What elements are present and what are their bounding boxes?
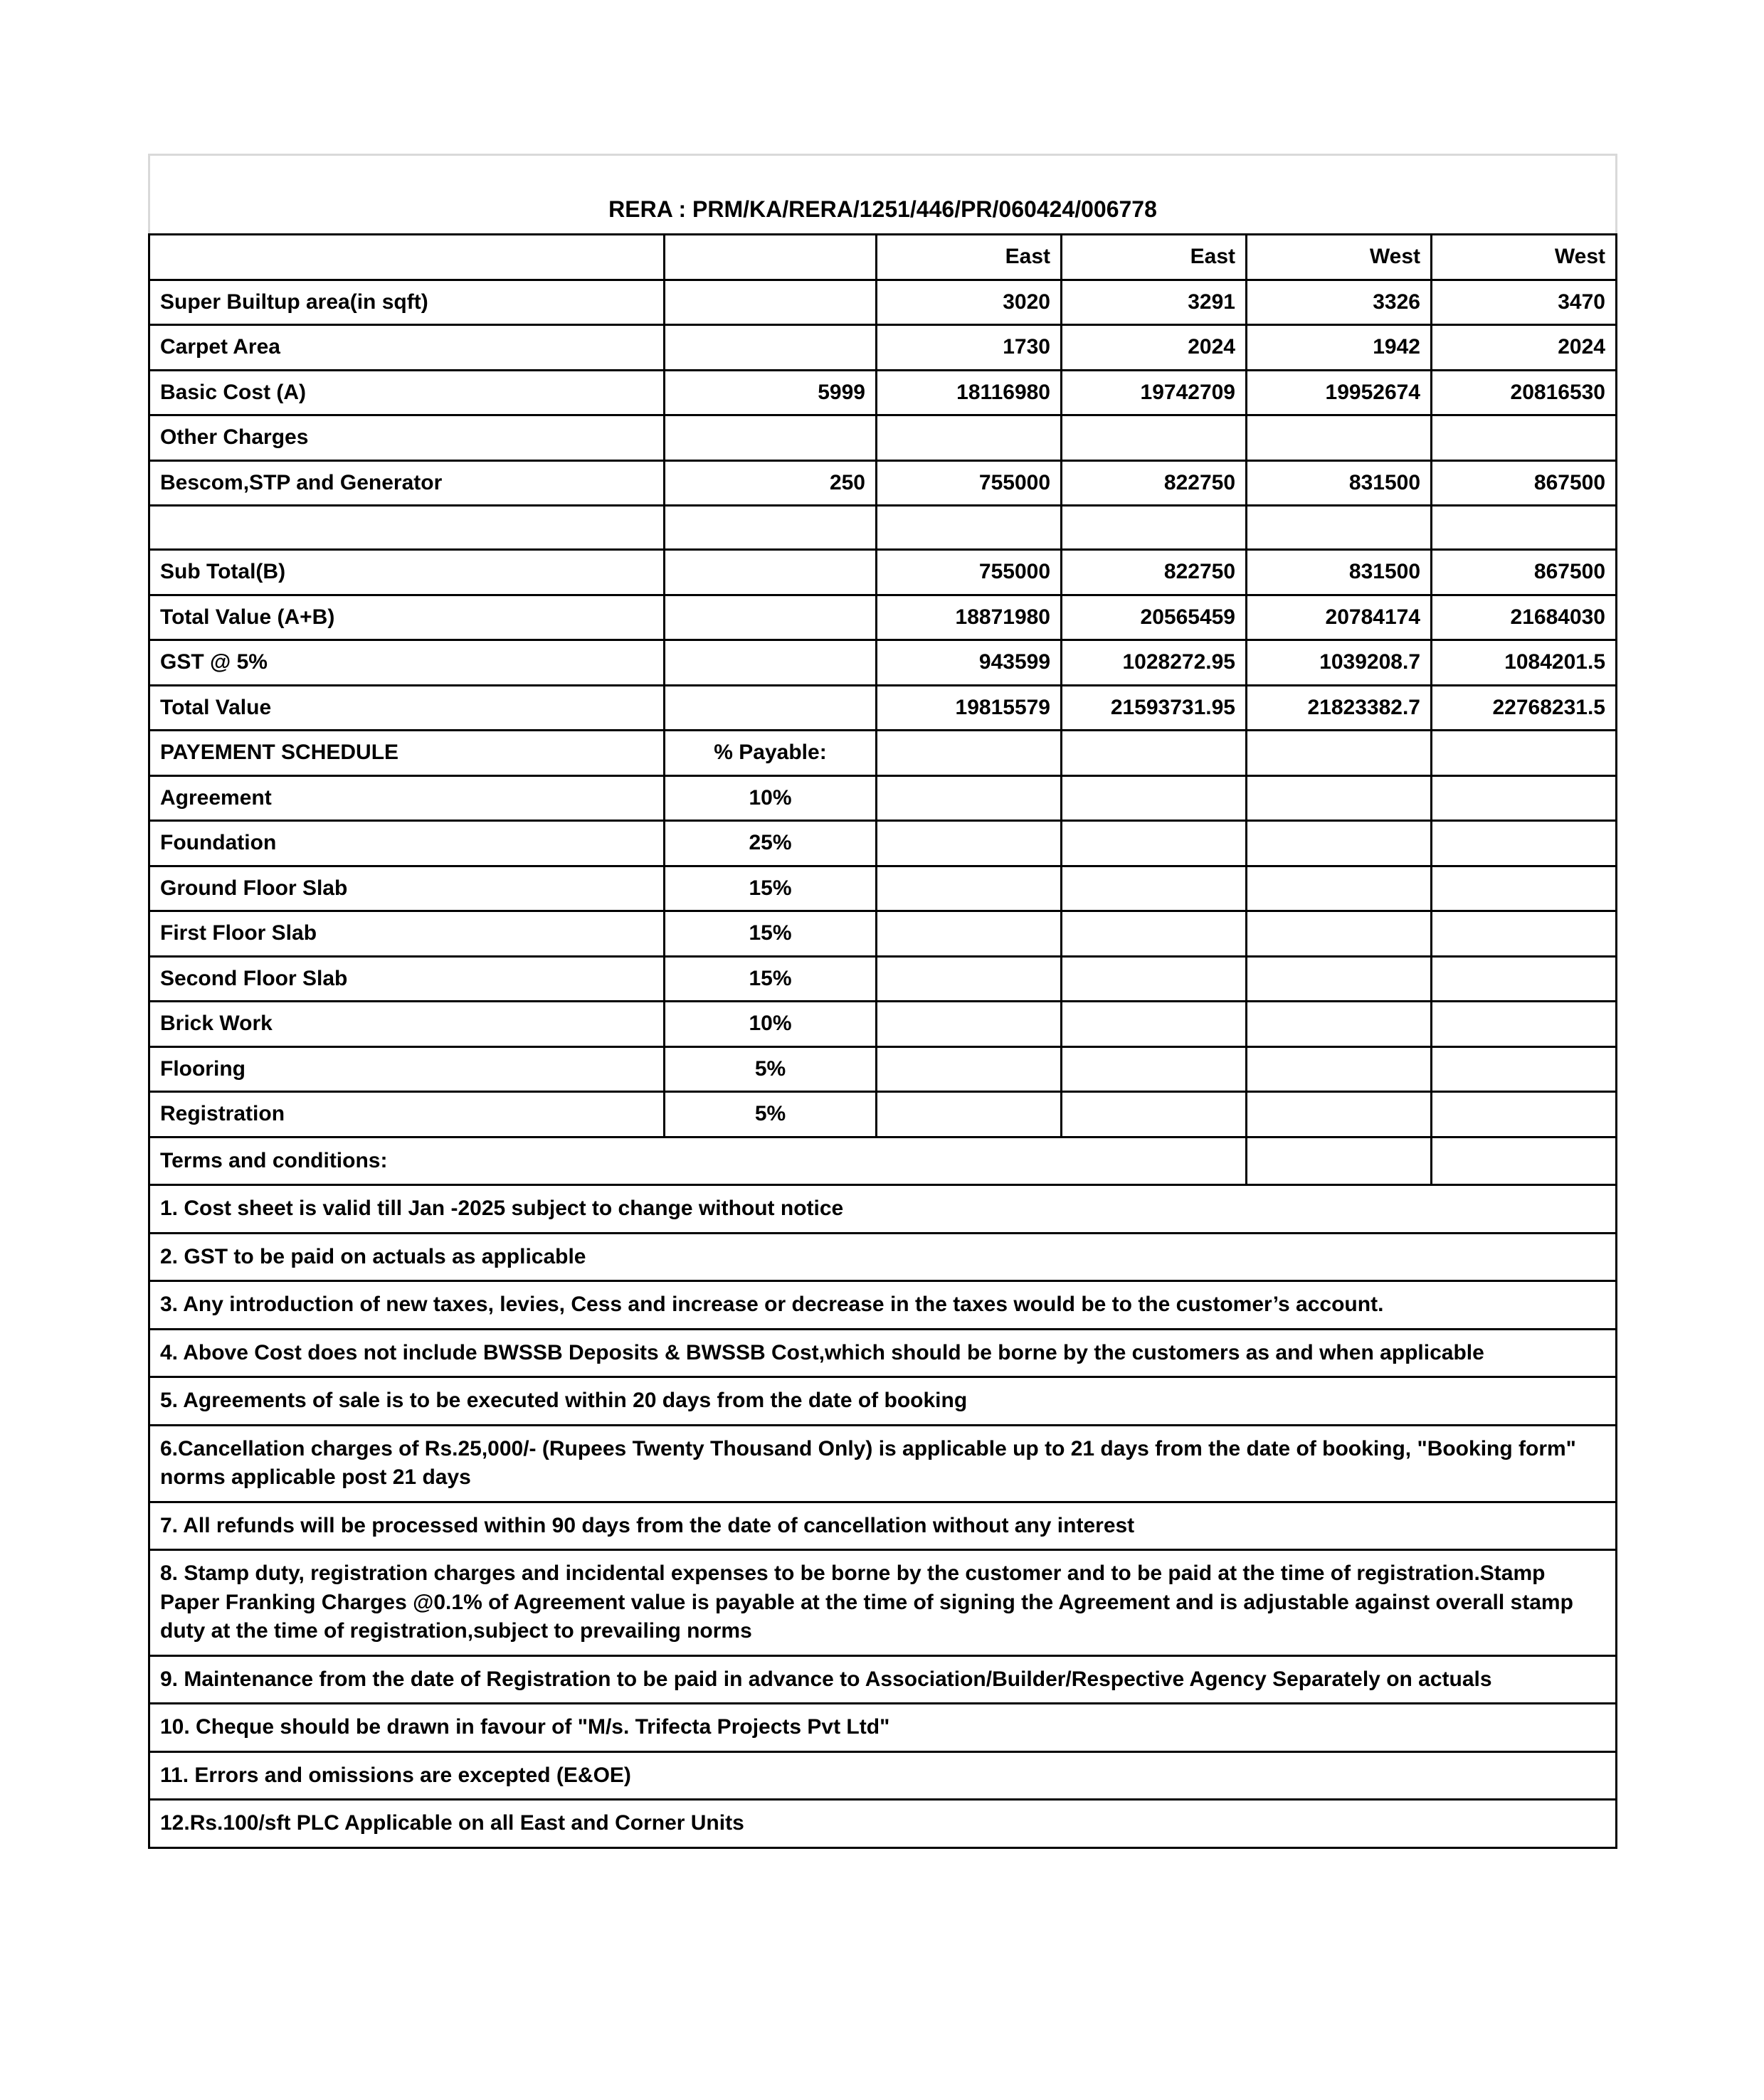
milestone-percent: 15% [665, 911, 877, 957]
row-value-1: 3020 [877, 280, 1062, 325]
terms-item: 8. Stamp duty, registration charges and incidental expenses to be borne by the customer and to be paid at the time of registration.Stamp Paper Franking Charges @0.1% of Agreement value is payable at the time of signing the Agreement and is adjustable against overall stamp duty at the time of registration,subject to prevailing norms [149, 1550, 1617, 1656]
milestone-empty-3 [1247, 866, 1432, 911]
row-label: Bescom,STP and Generator [149, 460, 665, 506]
row-label: Basic Cost (A) [149, 370, 665, 415]
milestone-empty-3 [1247, 821, 1432, 866]
milestone-empty-2 [1062, 866, 1247, 911]
terms-heading-row [149, 1137, 1617, 1185]
payment-milestone-row [149, 1046, 1617, 1092]
row-value-2 [1062, 415, 1247, 461]
milestone-empty-3 [1247, 1092, 1432, 1138]
row-value-1: 18871980 [877, 595, 1062, 640]
table-row [149, 370, 1617, 415]
row-value-4: 3470 [1432, 280, 1617, 325]
row-rate: 250 [665, 460, 877, 506]
row-value-3: 19952674 [1247, 370, 1432, 415]
milestone-percent: 5% [665, 1046, 877, 1092]
payment-schedule-empty-4 [1432, 731, 1617, 776]
milestone-percent: 25% [665, 821, 877, 866]
row-value-4: 1084201.5 [1432, 640, 1617, 686]
row-value-3 [1247, 415, 1432, 461]
row-value-2: 19742709 [1062, 370, 1247, 415]
row-value-1: 18116980 [877, 370, 1062, 415]
milestone-percent: 5% [665, 1092, 877, 1138]
row-value-2: 20565459 [1062, 595, 1247, 640]
terms-item-row [149, 1502, 1617, 1550]
milestone-empty-1 [877, 1002, 1062, 1047]
row-value-1: 755000 [877, 550, 1062, 595]
table-row [149, 415, 1617, 461]
terms-item: 7. All refunds will be processed within 90 days from the date of cancellation without any interest [149, 1502, 1617, 1550]
row-value-2: 3291 [1062, 280, 1247, 325]
milestone-empty-1 [877, 866, 1062, 911]
milestone-empty-3 [1247, 1046, 1432, 1092]
milestone-empty-4 [1432, 821, 1617, 866]
terms-item-row [149, 1550, 1617, 1656]
terms-item-row [149, 1800, 1617, 1848]
milestone-label: Registration [149, 1092, 665, 1138]
row-label: Super Builtup area(in sqft) [149, 280, 665, 325]
payment-milestone-row [149, 866, 1617, 911]
row-rate [665, 595, 877, 640]
payment-milestone-row [149, 1002, 1617, 1047]
terms-item: 3. Any introduction of new taxes, levies, Cess and increase or decrease in the taxes would be to the customer’s account. [149, 1281, 1617, 1330]
row-value-1: 1730 [877, 325, 1062, 371]
header-blank-rate [665, 235, 877, 280]
rera-title-row [149, 155, 1617, 235]
milestone-percent: 15% [665, 956, 877, 1002]
row-rate [665, 325, 877, 371]
row-label: Sub Total(B) [149, 550, 665, 595]
cost-sheet-container [148, 154, 1615, 1849]
table-row-spacer [149, 506, 1617, 550]
row-value-3: 20784174 [1247, 595, 1432, 640]
milestone-empty-3 [1247, 1002, 1432, 1047]
milestone-empty-4 [1432, 1002, 1617, 1047]
milestone-empty-1 [877, 911, 1062, 957]
terms-item: 1. Cost sheet is valid till Jan -2025 subject to change without notice [149, 1185, 1617, 1234]
row-value-1 [877, 506, 1062, 550]
row-rate [665, 415, 877, 461]
terms-item: 6.Cancellation charges of Rs.25,000/- (Rupees Twenty Thousand Only) is applicable up to 21 days from the date of booking, "Booking form" norms applicable post 21 days [149, 1425, 1617, 1502]
terms-item: 11. Errors and omissions are excepted (E&OE) [149, 1751, 1617, 1800]
payment-milestone-row [149, 775, 1617, 821]
milestone-empty-4 [1432, 775, 1617, 821]
table-row [149, 460, 1617, 506]
milestone-empty-2 [1062, 1092, 1247, 1138]
payment-milestone-row [149, 956, 1617, 1002]
terms-item-row [149, 1751, 1617, 1800]
milestone-empty-1 [877, 775, 1062, 821]
payment-milestone-row [149, 1092, 1617, 1138]
row-value-4: 867500 [1432, 460, 1617, 506]
row-label: Total Value [149, 685, 665, 731]
facing-col-2: East [1062, 235, 1247, 280]
payment-schedule-empty-3 [1247, 731, 1432, 776]
milestone-empty-2 [1062, 911, 1247, 957]
row-value-4: 22768231.5 [1432, 685, 1617, 731]
terms-heading-empty-2 [1432, 1137, 1617, 1185]
table-row [149, 640, 1617, 686]
milestone-label: Brick Work [149, 1002, 665, 1047]
milestone-label: Ground Floor Slab [149, 866, 665, 911]
milestone-empty-2 [1062, 775, 1247, 821]
milestone-empty-2 [1062, 1002, 1247, 1047]
table-row [149, 685, 1617, 731]
milestone-label: Foundation [149, 821, 665, 866]
payment-schedule-percent-heading: % Payable: [665, 731, 877, 776]
terms-item: 5. Agreements of sale is to be executed within 20 days from the date of booking [149, 1377, 1617, 1426]
facing-col-4: West [1432, 235, 1617, 280]
row-value-2 [1062, 506, 1247, 550]
milestone-empty-1 [877, 1092, 1062, 1138]
row-label: GST @ 5% [149, 640, 665, 686]
terms-item: 12.Rs.100/sft PLC Applicable on all East and Corner Units [149, 1800, 1617, 1848]
milestone-empty-4 [1432, 1092, 1617, 1138]
row-rate [665, 685, 877, 731]
milestone-empty-3 [1247, 775, 1432, 821]
table-row [149, 325, 1617, 371]
payment-milestone-row [149, 821, 1617, 866]
milestone-empty-4 [1432, 866, 1617, 911]
table-row [149, 550, 1617, 595]
milestone-empty-2 [1062, 1046, 1247, 1092]
facing-header-row [149, 235, 1617, 280]
cost-sheet-table [148, 154, 1617, 1849]
terms-item: 10. Cheque should be drawn in favour of "M/s. Trifecta Projects Pvt Ltd" [149, 1704, 1617, 1752]
row-value-1: 19815579 [877, 685, 1062, 731]
facing-col-1: East [877, 235, 1062, 280]
row-value-3: 831500 [1247, 550, 1432, 595]
row-rate [665, 550, 877, 595]
row-rate [665, 640, 877, 686]
terms-heading: Terms and conditions: [149, 1137, 1247, 1185]
row-value-4: 20816530 [1432, 370, 1617, 415]
row-value-1 [877, 415, 1062, 461]
milestone-percent: 15% [665, 866, 877, 911]
milestone-label: Agreement [149, 775, 665, 821]
row-rate: 5999 [665, 370, 877, 415]
row-value-3: 1039208.7 [1247, 640, 1432, 686]
row-value-4: 2024 [1432, 325, 1617, 371]
payment-milestone-row [149, 911, 1617, 957]
table-row [149, 280, 1617, 325]
terms-item-row [149, 1655, 1617, 1704]
terms-item-row [149, 1281, 1617, 1330]
terms-item-row [149, 1425, 1617, 1502]
milestone-empty-3 [1247, 911, 1432, 957]
milestone-empty-4 [1432, 956, 1617, 1002]
terms-item-row [149, 1704, 1617, 1752]
milestone-empty-2 [1062, 956, 1247, 1002]
row-value-3: 21823382.7 [1247, 685, 1432, 731]
table-row [149, 595, 1617, 640]
row-value-2: 1028272.95 [1062, 640, 1247, 686]
row-value-1: 943599 [877, 640, 1062, 686]
row-value-1: 755000 [877, 460, 1062, 506]
row-rate [665, 280, 877, 325]
row-value-3 [1247, 506, 1432, 550]
milestone-empty-1 [877, 1046, 1062, 1092]
row-value-3: 3326 [1247, 280, 1432, 325]
milestone-empty-3 [1247, 956, 1432, 1002]
milestone-label: Second Floor Slab [149, 956, 665, 1002]
terms-heading-empty-1 [1247, 1137, 1432, 1185]
terms-item-row [149, 1377, 1617, 1426]
row-rate [665, 506, 877, 550]
rera-title: RERA : PRM/KA/RERA/1251/446/PR/060424/006778 [149, 155, 1617, 235]
row-value-4: 21684030 [1432, 595, 1617, 640]
row-value-2: 2024 [1062, 325, 1247, 371]
row-label: Total Value (A+B) [149, 595, 665, 640]
terms-item-row [149, 1233, 1617, 1281]
milestone-empty-1 [877, 956, 1062, 1002]
header-blank-label [149, 235, 665, 280]
milestone-empty-1 [877, 821, 1062, 866]
terms-item-row [149, 1329, 1617, 1377]
milestone-empty-2 [1062, 821, 1247, 866]
payment-schedule-empty-1 [877, 731, 1062, 776]
row-label: Carpet Area [149, 325, 665, 371]
terms-item: 4. Above Cost does not include BWSSB Deposits & BWSSB Cost,which should be borne by the customers as and when applicable [149, 1329, 1617, 1377]
milestone-label: Flooring [149, 1046, 665, 1092]
row-value-2: 822750 [1062, 550, 1247, 595]
milestone-empty-4 [1432, 1046, 1617, 1092]
milestone-label: First Floor Slab [149, 911, 665, 957]
milestone-empty-4 [1432, 911, 1617, 957]
row-value-3: 1942 [1247, 325, 1432, 371]
terms-item: 9. Maintenance from the date of Registration to be paid in advance to Association/Builder/Respective Agency Separately on actuals [149, 1655, 1617, 1704]
row-label: Other Charges [149, 415, 665, 461]
row-value-4: 867500 [1432, 550, 1617, 595]
payment-schedule-heading: PAYEMENT SCHEDULE [149, 731, 665, 776]
milestone-percent: 10% [665, 775, 877, 821]
milestone-percent: 10% [665, 1002, 877, 1047]
terms-item-row [149, 1185, 1617, 1234]
row-value-2: 21593731.95 [1062, 685, 1247, 731]
row-value-4 [1432, 415, 1617, 461]
terms-item: 2. GST to be paid on actuals as applicable [149, 1233, 1617, 1281]
row-value-4 [1432, 506, 1617, 550]
row-label [149, 506, 665, 550]
payment-schedule-header-row [149, 731, 1617, 776]
row-value-3: 831500 [1247, 460, 1432, 506]
facing-col-3: West [1247, 235, 1432, 280]
row-value-2: 822750 [1062, 460, 1247, 506]
payment-schedule-empty-2 [1062, 731, 1247, 776]
